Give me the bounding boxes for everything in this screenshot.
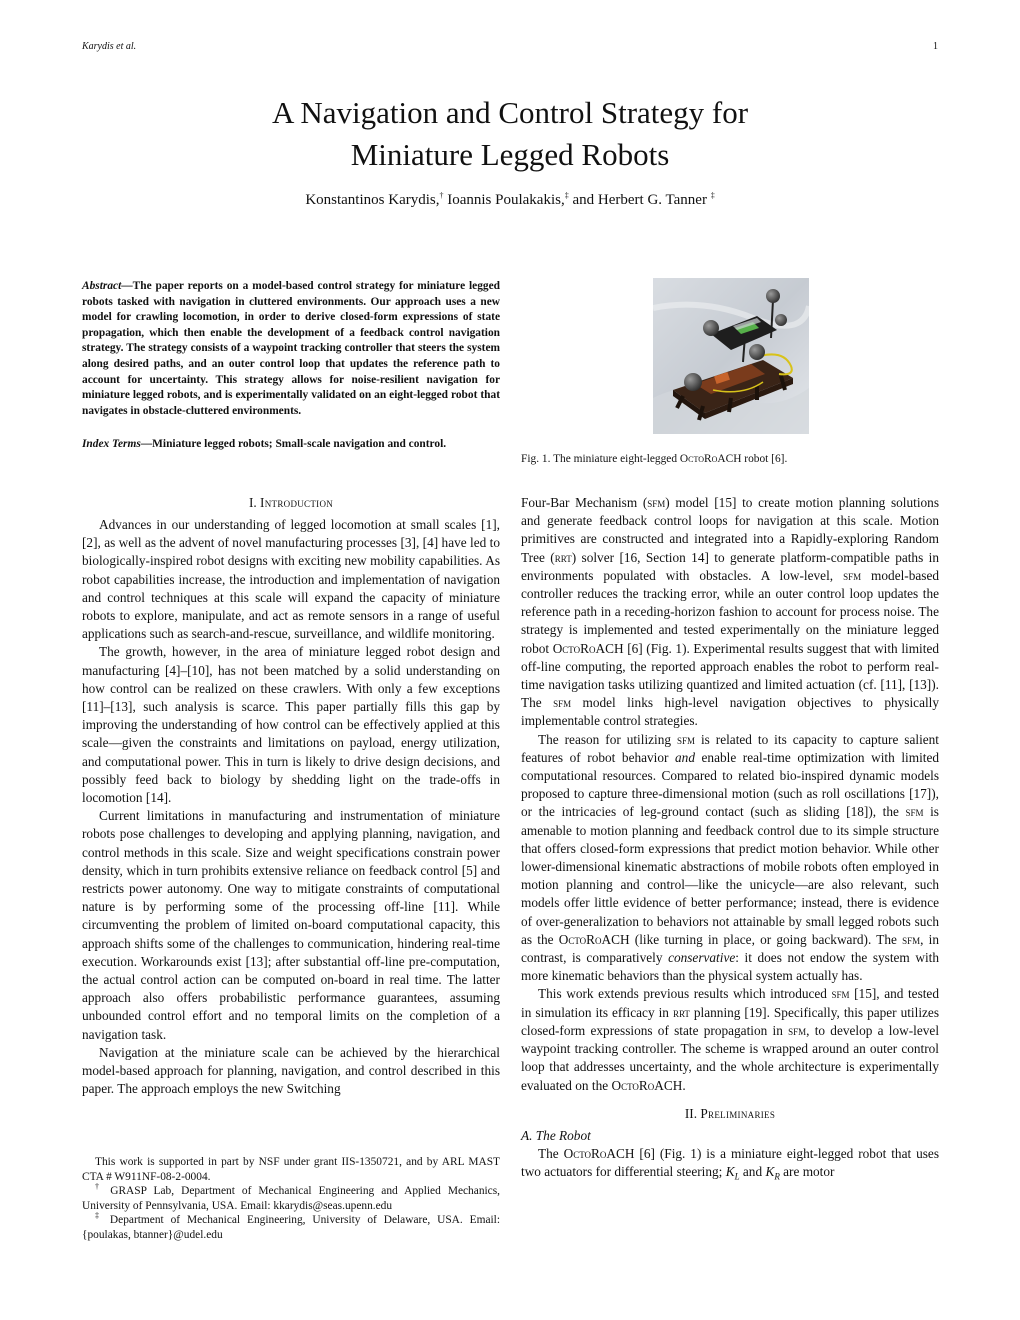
acronym-sfm: sfm <box>553 695 572 711</box>
text-run: is amenable to motion planning and feedback control due to its simple structure that offers closed-form expressions that predict motion behavior. While other lower-dimensional kinematic abstractions of mobile robots often employed in motion planning and control—like the unicycle—are also relevant, such models offer little evidence of better performance; instead, there is evidence of over-generalization to behaviors not attainable by small legged robots such as the <box>521 804 939 947</box>
page-number: 1 <box>933 41 938 52</box>
text-run: [6] (Fig. 1) is a miniature eight-legged robot that uses two actuators for differential steering; <box>521 1145 939 1180</box>
footnote-affiliation-delaware <box>82 1213 500 1242</box>
robot-name: OctoRoACH <box>558 931 630 947</box>
math-subscript-r: R <box>774 1171 780 1182</box>
author-2: Ioannis Poulakakis, <box>447 192 565 208</box>
emphasis-and: and <box>675 749 695 765</box>
index-terms-label: Index Terms <box>82 438 141 450</box>
right-column <box>521 494 939 1186</box>
section-number: II. <box>684 1105 701 1121</box>
acronym-sfm: sfm <box>677 731 696 747</box>
acronym-sfm: sfm <box>647 495 666 510</box>
footnote-mark-dagger: † <box>95 1182 104 1192</box>
acronym-rrt: rrt <box>672 1004 690 1020</box>
text-run: Four-Bar Mechanism ( <box>521 495 648 510</box>
left-column <box>82 494 500 1099</box>
intro-paragraph-2: The growth, however, in the area of miniature legged robot design and manufacturing [4]–[10], has not been matched by a solid understanding on how control can be realized on these crawlers. With only a few exceptions [11]–[13], such analysis is scarce. This paper partially fills this gap by improving the understanding of how control can be effectively applied at this scale—given the constraints and limitations on payload, energy utilization, and computational power. This in turn is likely to drive design decisions, and possibly feed back to biology by shedding light on the trade-offs in locomotion [14]. <box>82 644 500 806</box>
subsection-heading-robot: A. The Robot <box>521 1127 591 1143</box>
index-terms <box>82 437 500 453</box>
running-head <box>82 41 938 57</box>
author-1-affiliation-mark: † <box>439 191 444 200</box>
right-paragraph-1 <box>521 494 939 731</box>
acronym-sfm: sfm <box>788 1022 807 1038</box>
emphasis-conservative: conservative <box>668 950 736 966</box>
text-run: (like turning in place, or going backward). The <box>629 931 903 947</box>
text-run: ) model [15] to create motion planning solutions and generate feedback control loops for navigation at this scale. Motion primitives are constructed and integrated into a Rapidly-exploring Random Tree ( <box>521 495 939 565</box>
text-run: enable real-time optimization with limited computational resources. Compared to related bio-inspired dynamic models proposed to capture three-dimensional motion (such as roll oscillations [17]), or the intricacies of leg-ground contact (such as sliding [18]), the <box>521 749 940 820</box>
acronym-sfm: sfm <box>843 567 862 583</box>
acronym-rrt: rrt <box>554 549 572 565</box>
footnote-penn-text: GRASP Lab, Department of Mechanical Engineering and Applied Mechanics, University of Pennsylvania, USA. Email: kkarydis@seas.upenn.edu <box>82 1185 501 1212</box>
intro-paragraph-3: Current limitations in manufacturing and instrumentation of miniature robots pose challenges to developing and applying planning, navigation, and control methods in this scale. Size and weight specifications constrain power density, which in turn prohibits extensive reliance on feedback control [5] and restricts power autonomy. One way to mitigate constraints of computational nature is by performing some of the processing off-line [11]. While circumventing the problem of limited on-board computational capacity, this approach shifts some of the challenges to communication, hindering real-time execution. Workarounds exist [13]; after substantial off-line pre-computation, the actual control action can be computed on-board in real time. The latter approach also offers probabilistic performance guarantees, assuming unbounded control effort and no temporal limits on the completion of a navigation task. <box>82 808 500 1042</box>
footnote-delaware-text: Department of Mechanical Engineering, University of Delaware, USA. Email: {poulakas, btanner}@udel.edu <box>82 1214 500 1241</box>
robot-name: OctoRoACH <box>552 640 624 656</box>
title-line-2: Miniature Legged Robots <box>350 137 670 172</box>
section-heading-introduction <box>82 494 500 512</box>
caption-suffix: robot [6]. <box>741 453 788 465</box>
abstract-text: —The paper reports on a model-based control strategy for miniature legged robots tasked with navigation in cluttered environments. Our approach uses a new model for crawling locomotion, in order to derive closed-form expressions of state propagation, which then enable the development of a feedback control navigation strategy. The strategy consists of a waypoint tracking controller that steers the system along desired paths, and an outer control loop that updates the reference path to account for uncertainty. This strategy allows for noise-resilient navigation for miniature legged robots, and is experimentally validated on an eight-legged robot that navigates in obstacle-cluttered environments. <box>82 280 500 417</box>
section-heading-preliminaries <box>521 1105 939 1123</box>
footnotes <box>82 1155 500 1242</box>
robot-name: OctoRoACH <box>611 1077 683 1093</box>
text-run: : it does not endow the system with more kinematic behaviors than the physical system actually has. <box>521 950 939 984</box>
robot-name: OctoRoACH <box>563 1145 635 1161</box>
author-2-affiliation-mark: ‡ <box>564 191 569 200</box>
author-1: Konstantinos Karydis, <box>305 192 440 208</box>
caption-robot-name: OctoRoACH <box>679 453 742 465</box>
acronym-sfm: sfm <box>905 804 924 820</box>
math-k: K <box>765 1164 775 1180</box>
intro-paragraph-4: Navigation at the miniature scale can be achieved by the hierarchical model-based approach for planning, navigation, and control described in this paper. The approach employs the new Switching <box>82 1044 500 1097</box>
robot-photo <box>653 278 809 434</box>
text-run: are motor <box>779 1164 835 1180</box>
running-head-author: Karydis et al. <box>82 41 137 52</box>
text-run: This work extends previous results which introduced <box>538 986 832 1002</box>
acronym-sfm: sfm <box>902 931 921 947</box>
abstract-label: Abstract <box>82 280 122 292</box>
footnote-affiliation-penn <box>82 1184 500 1213</box>
text-run: model links high-level navigation objectives to physically implementable control strategies. <box>521 695 940 729</box>
text-run: model-based controller reduces the tracking error, while an outer control loop updates the reference path in a receding-horizon fashion to account for process noise. The strategy is implemented and tested experimentally on the miniature legged robot <box>521 567 939 656</box>
text-run: [15], and tested in simulation its efficacy in <box>521 986 939 1020</box>
right-paragraph-4 <box>521 1145 939 1186</box>
math-k: K <box>725 1164 735 1180</box>
section-number: I. <box>248 495 261 510</box>
text-run: The reason for utilizing <box>538 731 677 747</box>
section-title: Introduction <box>260 495 334 510</box>
author-list <box>82 192 938 209</box>
figure-caption <box>521 452 939 466</box>
author-3: and Herbert G. Tanner <box>572 192 707 208</box>
section-title: Preliminaries <box>700 1105 776 1121</box>
text-run: , to develop a low-level waypoint tracking controller. The scheme is wrapped around an outer control loop that addresses uncertainty, and the whole architecture is experimentally evaluated on the <box>521 1022 940 1093</box>
author-3-affiliation-mark: ‡ <box>710 191 715 200</box>
text-run: and <box>739 1164 766 1180</box>
footnote-funding: This work is supported in part by NSF under grant IIS-1350721, and by ARL MAST CTA # W911NF-08-2-0004. <box>82 1156 500 1183</box>
right-paragraph-3 <box>521 985 939 1094</box>
abstract <box>82 279 500 419</box>
title-line-1: A Navigation and Control Strategy for <box>271 95 749 130</box>
text-run: ) solver [16, Section 14] to generate platform-compatible paths in environments populated with obstacles. A low-level, <box>521 549 940 583</box>
text-run: is related to its capacity to capture salient features of robot behavior <box>521 731 940 765</box>
caption-prefix: Fig. 1. The miniature eight-legged <box>521 453 680 465</box>
text-run: The <box>538 1145 564 1161</box>
right-paragraph-2 <box>521 731 939 986</box>
acronym-sfm: sfm <box>831 986 850 1002</box>
text-run: [6] (Fig. 1). Experimental results suggest that with limited off-line computing, the reported approach enables the robot to perform real-time navigation tasks utilizing quantized and limited actuation (cf. [11], [13]). The <box>521 640 939 711</box>
math-subscript-l: L <box>734 1171 740 1182</box>
text-run: , in contrast, is comparatively <box>521 931 939 966</box>
text-run: planning [19]. Specifically, this paper utilizes closed-form expressions of state propagation in <box>521 1004 939 1038</box>
index-terms-text: —Miniature legged robots; Small-scale navigation and control. <box>140 438 447 450</box>
text-run: . <box>682 1077 686 1093</box>
footnote-mark-double-dagger: ‡ <box>95 1211 104 1221</box>
intro-paragraph-1: Advances in our understanding of legged locomotion at small scales [1], [2], as well as the advent of novel manufacturing processes [3], [4] have led to biologically-inspired robot designs with exciting new mobility capabilities. As robot capabilities increase, the introduction and implementation of navigation and control techniques at this scale will expand the capacity of miniature robots to explore, manipulate, and act as remote sensors in a range of useful applications such as search-and-rescue, surveillance, and wildlife monitoring. <box>82 517 500 642</box>
paper-title <box>82 92 938 176</box>
